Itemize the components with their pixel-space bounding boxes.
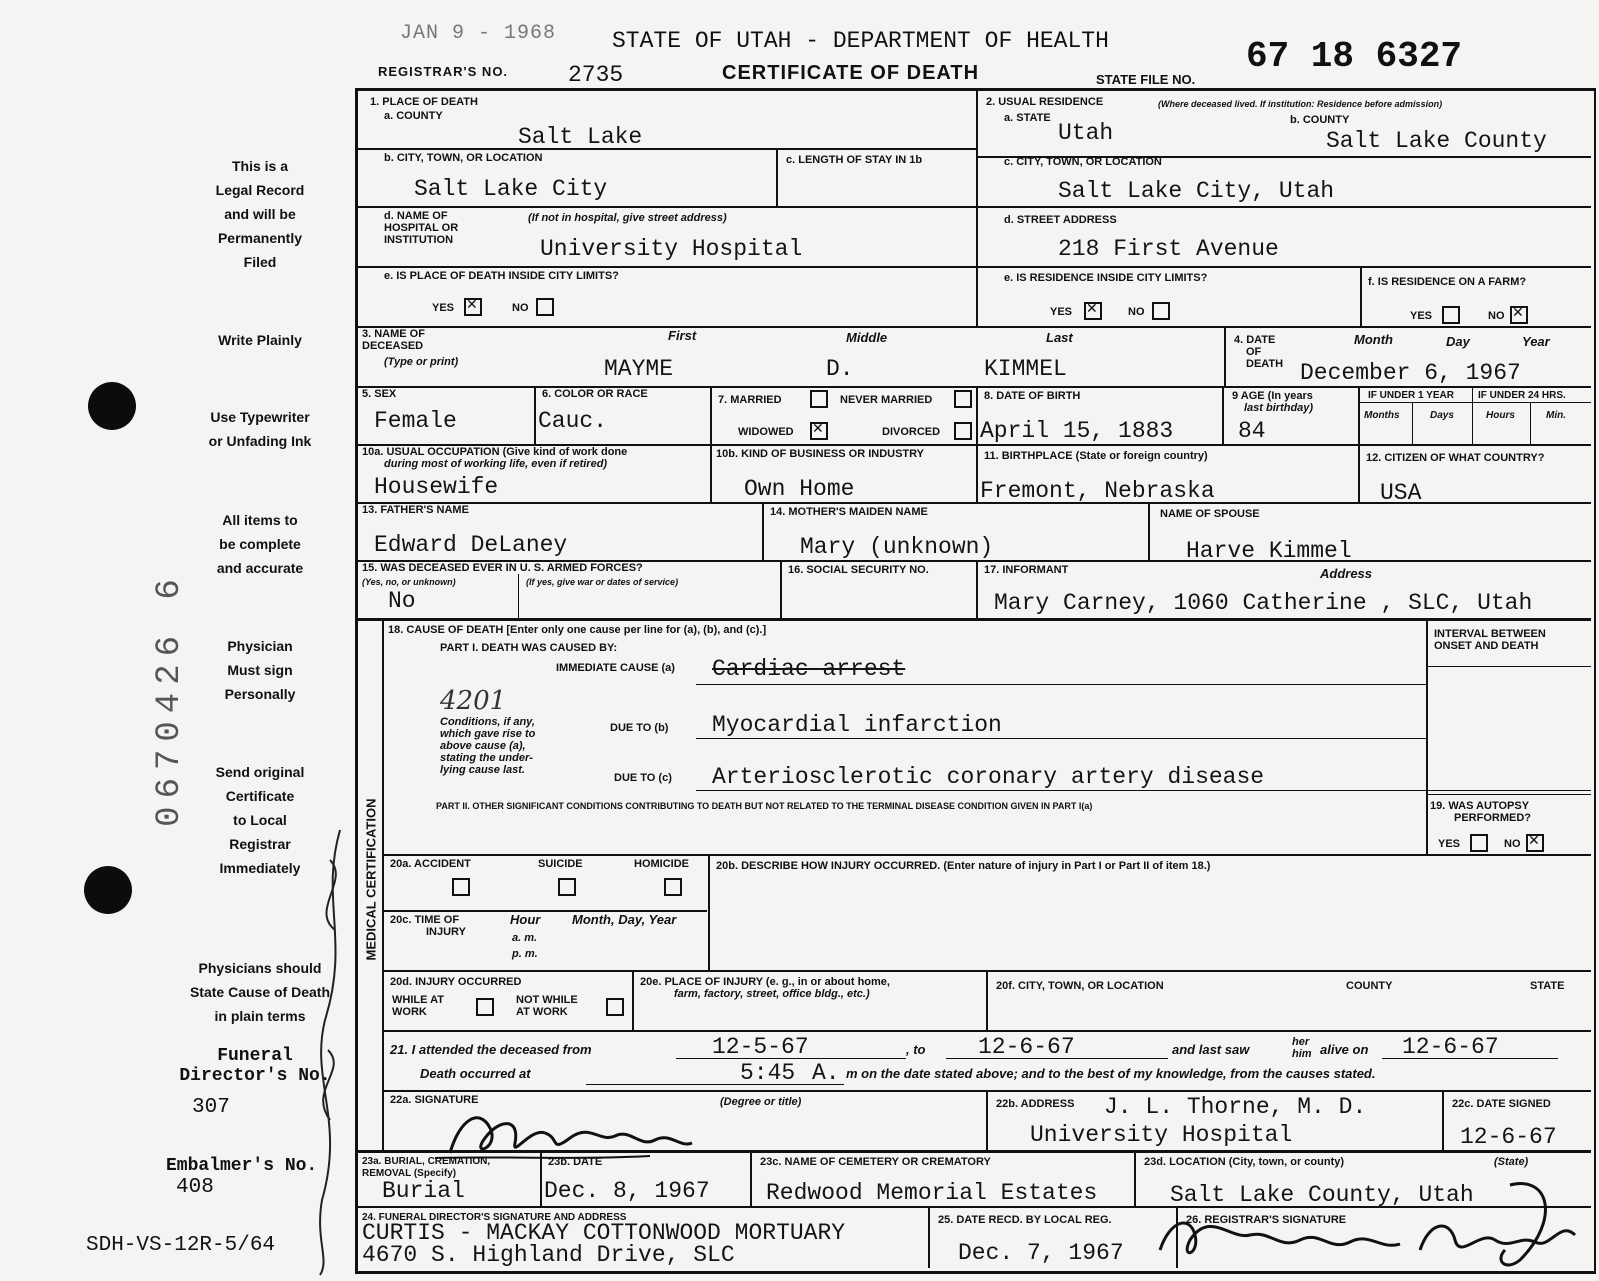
race-value: Cauc.	[538, 408, 608, 434]
rule	[976, 560, 978, 618]
label-father: 13. FATHER'S NAME	[362, 504, 469, 516]
label-divorced: DIVORCED	[882, 426, 941, 438]
label-city: b. CITY, TOWN, OR LOCATION	[384, 152, 543, 164]
agency-title: STATE OF UTAH - DEPARTMENT OF HEALTH	[612, 28, 1109, 54]
never-married-checkbox[interactable]	[954, 390, 972, 408]
form-code: SDH-VS-12R-5/64	[86, 1234, 276, 1257]
margin-legal-record: This is a Legal Record and will be Permanently Filed	[215, 158, 305, 270]
label-due-b: DUE TO (b)	[610, 722, 669, 734]
rule	[358, 266, 1591, 268]
res-city-value: Salt Lake City, Utah	[1058, 178, 1335, 204]
res-inside-no-checkbox[interactable]	[1152, 302, 1170, 320]
rule	[1426, 666, 1591, 667]
label-burial: 23a. BURIAL, CREMATION, REMOVAL (Specify)	[362, 1156, 491, 1179]
label-birthplace: 11. BIRTHPLACE (State or foreign country)	[984, 450, 1208, 462]
cause-a-line	[696, 684, 1426, 685]
label-attended: 21. I attended the deceased from	[390, 1042, 592, 1057]
margin-plain-terms: Physicians should State Cause of Death in plain terms	[189, 960, 331, 1024]
middle-name-value: D.	[826, 356, 854, 382]
margin-physician-sign: Physician Must sign Personally	[224, 638, 296, 702]
label-married: 7. MARRIED	[718, 394, 782, 406]
label-suicide: SUICIDE	[538, 858, 583, 870]
city-value: Salt Lake City	[414, 176, 608, 202]
informant-value: Mary Carney, 1060 Catherine , SLC, Utah	[994, 590, 1533, 616]
father-value: Edward DeLaney	[374, 532, 568, 558]
rule	[1442, 1090, 1444, 1150]
funeral-director-no: 307	[192, 1096, 230, 1119]
label-yes: YES	[1410, 310, 1433, 322]
date-of-death-value: December 6, 1967	[1300, 360, 1521, 386]
label-no: NO	[1128, 306, 1145, 318]
label-23d-location: 23d. LOCATION (City, town, or county)	[1144, 1156, 1345, 1168]
label-hospital: d. NAME OF HOSPITAL OR INSTITUTION	[384, 210, 459, 246]
label-time-injury: 20c. TIME OF INJURY	[390, 914, 466, 938]
label-degree: (Degree or title)	[720, 1096, 802, 1108]
rule	[708, 854, 710, 970]
label-residence-note: (Where deceased lived. If institution: Residence before admission)	[1158, 99, 1443, 109]
label-while-work: WHILE AT WORK	[392, 994, 444, 1018]
last-seen-line	[1382, 1058, 1558, 1059]
label-autopsy: 19. WAS AUTOPSY PERFORMED?	[1430, 800, 1531, 824]
label-middle: Middle	[846, 330, 888, 345]
label-on-date: m on the date stated above; and to the best of my knowledge, from the causes stated.	[846, 1066, 1376, 1081]
label-am: a. m.	[512, 932, 538, 944]
margin-typewriter: Use Typewriter or Unfading Ink	[208, 409, 312, 449]
last-name-value: KIMMEL	[984, 356, 1067, 382]
rule	[762, 502, 764, 560]
state-file-label: STATE FILE NO.	[1096, 72, 1196, 87]
medical-certification-label: MEDICAL CERTIFICATION	[363, 798, 379, 961]
label-cemetery: 23c. NAME OF CEMETERY OR CREMATORY	[760, 1156, 991, 1168]
label-last: Last	[1046, 330, 1073, 345]
label-inside-city: e. IS PLACE OF DEATH INSIDE CITY LIMITS?	[384, 270, 619, 282]
death-inside-no-checkbox[interactable]	[536, 298, 554, 316]
label-informant: 17. INFORMANT	[984, 564, 1069, 576]
label-hospital-note: (If not in hospital, give street address)	[528, 212, 727, 224]
label-never-married: NEVER MARRIED	[840, 394, 933, 406]
age-value: 84	[1238, 418, 1266, 444]
label-yes: YES	[432, 302, 455, 314]
label-date-of-death: 4. DATE OF DEATH	[1234, 334, 1284, 370]
label-interval: INTERVAL BETWEEN ONSET AND DEATH	[1434, 628, 1546, 652]
label-not-while: NOT WHILE AT WORK	[516, 994, 578, 1018]
label-injury-county: COUNTY	[1346, 980, 1393, 992]
label-res-inside-city: e. IS RESIDENCE INSIDE CITY LIMITS?	[1004, 272, 1208, 284]
label-part-2: PART II. OTHER SIGNIFICANT CONDITIONS CONTRIBUTING TO DEATH BUT NOT RELATED TO THE TERMINAL DISEASE CONDITION GIVEN IN PART I(a)	[436, 801, 1093, 811]
rule	[710, 386, 712, 502]
suicide-checkbox[interactable]	[558, 878, 576, 896]
last-seen-value: 12-6-67	[1402, 1034, 1499, 1060]
am-pm-value: A.	[812, 1060, 840, 1086]
label-length-of-stay: c. LENGTH OF STAY IN 1b	[786, 154, 923, 166]
label-conditions: Conditions, if any, which gave rise to above cause (a), stating the under- lying cause last.	[440, 716, 536, 776]
label-injury-how: 20b. DESCRIBE HOW INJURY OCCURRED. (Enter nature of injury in Part I or Part II of item 18.)	[716, 860, 1211, 872]
rule	[518, 574, 519, 618]
armed-value: No	[388, 588, 416, 614]
label-armed-service: (If yes, give war or dates of service)	[526, 577, 679, 587]
label-city-injury: 20f. CITY, TOWN, OR LOCATION	[996, 980, 1164, 992]
autopsy-no-checkbox[interactable]	[1526, 834, 1544, 852]
burial-date-value: Dec. 8, 1967	[544, 1178, 710, 1204]
rule	[1358, 402, 1591, 403]
married-checkbox[interactable]	[810, 390, 828, 408]
label-armed-note: (Yes, no, or unknown)	[362, 577, 456, 587]
label-no: NO	[1504, 838, 1521, 850]
rule	[358, 618, 1591, 621]
rule	[1426, 794, 1591, 795]
label-farm: f. IS RESIDENCE ON A FARM?	[1368, 276, 1527, 288]
cause-a-value: Cardiac arrest	[712, 656, 906, 682]
rule	[976, 88, 978, 326]
label-widowed: WIDOWED	[738, 426, 794, 438]
label-22b-address: 22b. ADDRESS	[996, 1098, 1075, 1110]
not-while-at-work-checkbox[interactable]	[606, 998, 624, 1016]
label-place-injury: 20e. PLACE OF INJURY (e. g., in or about home, farm, factory, street, office bldg., etc.)	[640, 976, 890, 1000]
label-accident: 20a. ACCIDENT	[390, 858, 471, 870]
label-type-print: (Type or print)	[384, 356, 459, 368]
label-cause: 18. CAUSE OF DEATH [Enter only one cause per line for (a), (b), and (c).]	[388, 624, 767, 636]
label-date-signed: 22c. DATE SIGNED	[1452, 1098, 1551, 1110]
occupation-value: Housewife	[374, 474, 499, 500]
street-value: 218 First Avenue	[1058, 236, 1279, 262]
rule	[534, 386, 536, 444]
rule	[1148, 502, 1150, 560]
disposition-value: Burial	[382, 1178, 465, 1204]
label-ssn: 16. SOCIAL SECURITY NO.	[788, 564, 929, 576]
time-of-death-value: 5:45	[740, 1060, 796, 1086]
spouse-value: Harve Kimmel	[1186, 538, 1352, 564]
rule	[986, 970, 988, 1030]
label-street: d. STREET ADDRESS	[1004, 214, 1117, 226]
label-min: Min.	[1546, 410, 1566, 421]
rule	[1222, 386, 1224, 444]
label-name-deceased: 3. NAME OF DECEASED	[362, 328, 425, 352]
res-county-value: Salt Lake County	[1326, 128, 1547, 154]
label-homicide: HOMICIDE	[634, 858, 689, 870]
rule	[1426, 618, 1428, 854]
rule	[1472, 386, 1473, 444]
margin-complete: All items to be complete and accurate	[216, 512, 304, 576]
label-res-county: b. COUNTY	[1290, 114, 1350, 126]
label-citizen: 12. CITIZEN OF WHAT COUNTRY?	[1366, 452, 1545, 464]
label-occupation: 10a. USUAL OCCUPATION (Give kind of work done during most of working life, even if retired)	[362, 446, 628, 470]
rule	[382, 1030, 1591, 1032]
label-armed: 15. WAS DECEASED EVER IN U. S. ARMED FORCES?	[362, 562, 643, 574]
rule	[382, 618, 384, 1150]
attended-to-line	[946, 1058, 1168, 1059]
punch-hole-bottom	[84, 866, 132, 914]
label-state-paren: (State)	[1494, 1156, 1529, 1168]
rule	[976, 386, 978, 502]
label-under-1-year: IF UNDER 1 YEAR	[1368, 390, 1454, 401]
rule	[632, 970, 634, 1030]
label-hours: Hours	[1486, 410, 1515, 421]
label-race: 6. COLOR OR RACE	[542, 388, 648, 400]
rule	[928, 1206, 930, 1268]
rule	[358, 206, 1591, 208]
label-last-saw: and last saw	[1172, 1042, 1250, 1057]
first-name-value: MAYME	[604, 356, 674, 382]
autopsy-yes-checkbox[interactable]	[1470, 834, 1488, 852]
margin-handwriting	[300, 820, 360, 1280]
rule	[358, 148, 976, 150]
rule	[1360, 266, 1362, 326]
death-inside-yes-checkbox[interactable]	[464, 298, 482, 316]
funeral-director-label: Funeral Director's No.	[179, 1046, 331, 1086]
label-day: Day	[1446, 334, 1470, 349]
label-res-state: a. STATE	[1004, 112, 1051, 124]
label-months: Months	[1364, 410, 1400, 421]
attended-from-line	[676, 1058, 906, 1059]
rule	[750, 1150, 752, 1206]
rule	[1358, 386, 1360, 502]
attended-from-value: 12-5-67	[712, 1034, 809, 1060]
hospital-value: University Hospital	[540, 236, 803, 262]
embalmer-no: 408	[176, 1176, 214, 1199]
label-part-1: PART I. DEATH WAS CAUSED BY:	[440, 642, 618, 654]
physician-address-value: University Hospital	[1030, 1122, 1293, 1148]
received-stamp: JAN 9 - 1968	[400, 22, 557, 45]
sex-value: Female	[374, 408, 457, 434]
label-no: NO	[1488, 310, 1505, 322]
cause-b-value: Myocardial infarction	[712, 712, 1002, 738]
cemetery-value: Redwood Memorial Estates	[766, 1180, 1098, 1206]
label-first: First	[668, 328, 697, 343]
funeral-home-value: CURTIS - MACKAY COTTONWOOD MORTUARY	[362, 1220, 846, 1246]
divorced-checkbox[interactable]	[954, 422, 972, 440]
rule	[358, 326, 1591, 328]
attended-to-value: 12-6-67	[978, 1034, 1075, 1060]
physician-name-value: J. L. Thorne, M. D.	[1104, 1094, 1367, 1120]
label-spouse: NAME OF SPOUSE	[1160, 508, 1260, 520]
rule	[1224, 326, 1226, 386]
margin-send-original: Send original Certificate to Local Registrar Immediately	[215, 764, 305, 876]
citizen-value: USA	[1380, 480, 1422, 506]
label-to: , to	[906, 1042, 926, 1057]
cemetery-location-value: Salt Lake County, Utah	[1170, 1182, 1474, 1208]
registrar-no-value: 2735	[568, 62, 624, 88]
registrar-no-label: REGISTRAR'S NO.	[378, 64, 509, 79]
homicide-checkbox[interactable]	[664, 878, 682, 896]
rule	[1530, 402, 1531, 444]
widowed-checkbox[interactable]	[810, 422, 828, 440]
county-value: Salt Lake	[518, 124, 643, 150]
accident-checkbox[interactable]	[452, 878, 470, 896]
cause-c-value: Arteriosclerotic coronary artery disease	[712, 764, 1265, 790]
rule	[986, 1090, 988, 1150]
dob-value: April 15, 1883	[980, 418, 1174, 444]
label-hour: Hour	[510, 912, 541, 927]
label-injury-state: STATE	[1530, 980, 1565, 992]
while-at-work-checkbox[interactable]	[476, 998, 494, 1016]
label-month: Month	[1354, 332, 1393, 347]
registrar-signature	[1150, 1180, 1590, 1274]
margin-write-plainly: Write Plainly	[218, 332, 302, 348]
label-age: 9 AGE (In years last birthday)	[1232, 390, 1314, 414]
label-injury-occurred: 20d. INJURY OCCURRED	[390, 976, 522, 988]
res-inside-yes-checkbox[interactable]	[1084, 302, 1102, 320]
rule	[776, 148, 778, 206]
label-year: Year	[1522, 334, 1550, 349]
label-alive-on: alive on	[1320, 1042, 1369, 1057]
label-registrar-sig: 26. REGISTRAR'S SIGNATURE	[1186, 1214, 1347, 1226]
label-23b-date: 23b. DATE	[548, 1156, 603, 1168]
label-occurred-at: Death occurred at	[420, 1066, 531, 1081]
punch-hole-top	[88, 382, 136, 430]
embalmer-label: Embalmer's No.	[166, 1156, 318, 1176]
birthplace-value: Fremont, Nebraska	[980, 478, 1215, 504]
cause-c-line	[696, 790, 1591, 791]
label-address: Address	[1320, 566, 1373, 581]
rule	[382, 854, 1591, 856]
rule	[1412, 402, 1413, 444]
cause-code: 4201	[440, 686, 507, 716]
label-mdy: Month, Day, Year	[572, 912, 677, 927]
business-value: Own Home	[744, 476, 855, 502]
label-county: a. COUNTY	[384, 110, 443, 122]
label-yes: YES	[1438, 838, 1461, 850]
label-signature: 22a. SIGNATURE	[390, 1094, 479, 1106]
vertical-number: 0670426 6	[151, 571, 189, 827]
date-received-value: Dec. 7, 1967	[958, 1240, 1124, 1266]
label-her-him: her him	[1292, 1036, 1312, 1060]
res-state-value: Utah	[1058, 120, 1114, 146]
mother-value: Mary (unknown)	[800, 534, 994, 560]
certificate-title: CERTIFICATE OF DEATH	[722, 62, 980, 84]
label-immediate: IMMEDIATE CAUSE (a)	[556, 662, 675, 674]
label-no: NO	[512, 302, 529, 314]
label-place-of-death: 1. PLACE OF DEATH	[370, 96, 478, 108]
label-funeral-sig: 24. FUNERAL DIRECTOR'S SIGNATURE AND ADDRESS	[362, 1212, 627, 1223]
label-business: 10b. KIND OF BUSINESS OR INDUSTRY	[716, 448, 925, 460]
label-res-city: c. CITY, TOWN, OR LOCATION	[1004, 156, 1162, 168]
label-usual-residence: 2. USUAL RESIDENCE	[986, 96, 1104, 108]
cause-b-line	[696, 738, 1426, 739]
farm-yes-checkbox[interactable]	[1442, 306, 1460, 324]
label-under-24-hrs: IF UNDER 24 HRS.	[1478, 390, 1566, 401]
label-dob: 8. DATE OF BIRTH	[984, 390, 1081, 402]
label-yes: YES	[1050, 306, 1073, 318]
label-mother: 14. MOTHER'S MAIDEN NAME	[770, 506, 928, 518]
rule	[1134, 1150, 1136, 1206]
label-date-recd: 25. DATE RECD. BY LOCAL REG.	[938, 1214, 1112, 1226]
label-sex: 5. SEX	[362, 388, 397, 400]
rule	[780, 560, 782, 618]
state-file-no: 67 18 6327	[1246, 36, 1463, 77]
label-due-c: DUE TO (c)	[614, 772, 672, 784]
label-days: Days	[1430, 410, 1454, 421]
occurred-line	[586, 1084, 844, 1085]
farm-no-checkbox[interactable]	[1510, 306, 1528, 324]
date-signed-value: 12-6-67	[1460, 1124, 1557, 1150]
funeral-address-value: 4670 S. Highland Drive, SLC	[362, 1242, 735, 1268]
label-pm: p. m.	[512, 948, 538, 960]
